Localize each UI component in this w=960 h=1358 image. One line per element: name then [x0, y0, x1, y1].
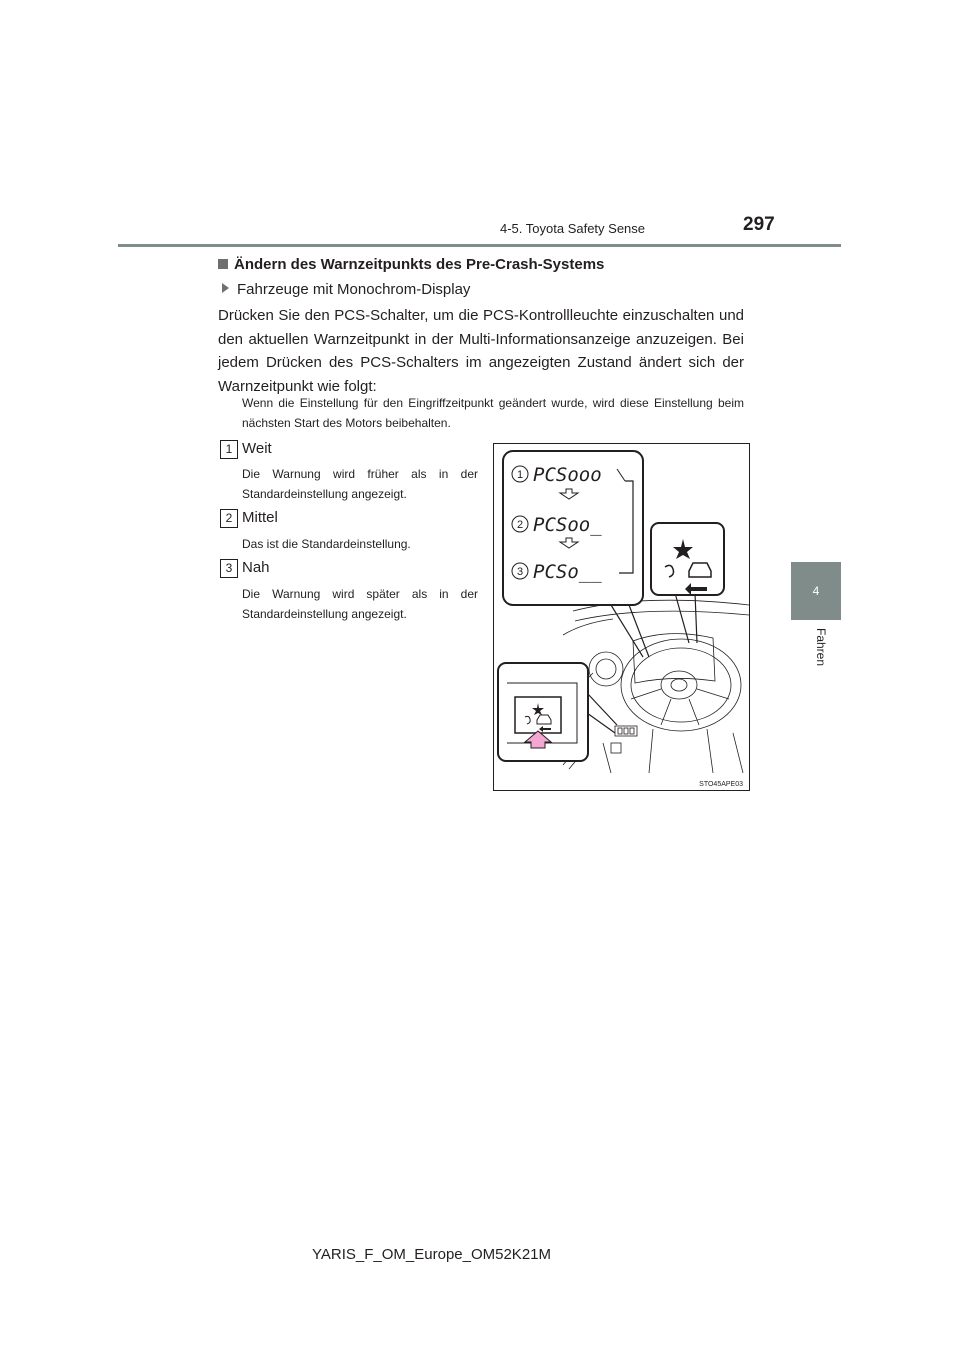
item-title-3: Nah — [242, 559, 270, 576]
display-text-2: PCSoo_ — [533, 514, 602, 536]
chapter-tab — [791, 562, 841, 620]
footer-document-id: YARIS_F_OM_Europe_OM52K21M — [312, 1246, 551, 1263]
page-number: 297 — [743, 214, 775, 235]
note-paragraph: Wenn die Einstellung für den Eingriffzeitpunkt geändert wurde, wird diese Einstellung beim nächsten Start des Motors beibehalten. — [242, 396, 744, 430]
item-title-1: Weit — [242, 440, 272, 457]
pcs-indicator-callout — [651, 523, 724, 595]
item-number-2: 2 — [220, 509, 238, 528]
figure-code: STO45APE03 — [699, 781, 743, 788]
figure-label-1: 1 — [516, 469, 524, 481]
item-description-1: Die Warnung wird früher als in der Standardeinstellung angezeigt. — [242, 467, 478, 501]
display-text-1: PCSooo — [533, 464, 602, 486]
header-rule — [118, 244, 841, 247]
display-callout — [503, 451, 643, 605]
item-title-2: Mittel — [242, 509, 278, 526]
section-heading — [218, 256, 604, 273]
header-section-title: 4-5. Toyota Safety Sense — [500, 221, 646, 236]
section-heading-text: Ändern des Warnzeitpunkts des Pre-Crash-Systems — [234, 256, 605, 273]
triangle-bullet-icon — [222, 283, 229, 293]
subheading-text: Fahrzeuge mit Monochrom-Display — [237, 281, 471, 298]
pcs-switch-callout — [498, 663, 588, 761]
square-bullet-icon — [218, 259, 228, 269]
pcs-warning-timing-figure — [493, 443, 750, 791]
subheading — [222, 281, 470, 298]
item-description-2: Das ist die Standardeinstellung. — [242, 537, 411, 551]
display-text-3: PCSo__ — [533, 561, 602, 583]
body-paragraph: Drücken Sie den PCS-Schalter, um die PCS-Kontrollleuchte einzuschalten und den aktuellen Warnzeitpunkt in der Multi-Informationsanzeige anzuzeigen. Bei jedem Drücken des PCS-Schalters im angezeigten Zustand ändert sich der Warnzeitpunkt wie folgt: — [218, 307, 744, 395]
figure-label-2: 2 — [516, 519, 524, 531]
item-number-1: 1 — [220, 440, 238, 459]
figure-label-3: 3 — [516, 566, 524, 578]
chapter-name: Fahren — [814, 628, 828, 667]
item-number-3: 3 — [220, 559, 238, 578]
item-description-3: Die Warnung wird später als in der Standardeinstellung angezeigt. — [242, 587, 478, 621]
chapter-number: 4 — [812, 584, 820, 598]
